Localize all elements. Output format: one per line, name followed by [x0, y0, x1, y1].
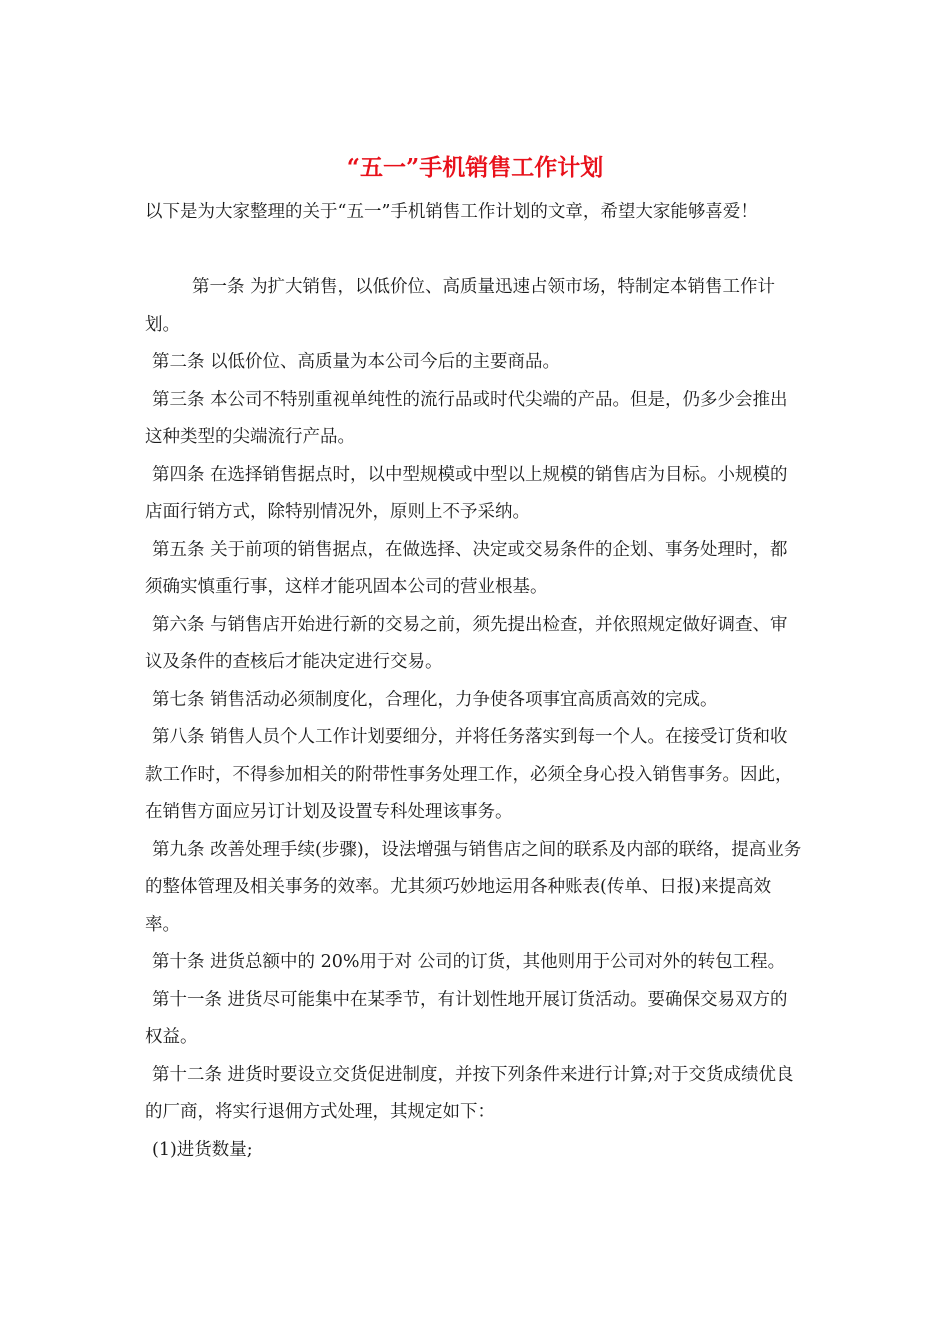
article-3: 第三条 本公司不特别重视单纯性的流行品或时代尖端的产品。但是，仍多少会推出这种类型的尖端流行产品。 — [145, 389, 788, 447]
article-10: 第十条 进货总额中的 20%用于对 公司的订货，其他则用于公司对外的转包工程。 — [152, 952, 786, 972]
article-4: 第四条 在选择销售据点时，以中型规模或中型以上规模的销售店为目标。小规模的店面行销方式，除特别情况外，原则上不予采纳。 — [145, 464, 788, 522]
blank-line — [145, 232, 805, 270]
article-2: 第二条 以低价位、高质量为本公司今后的主要商品。 — [152, 352, 561, 372]
article-11: 第十一条 进货尽可能集中在某季节，有计划性地开展订货活动。要确保交易双方的权益。 — [145, 989, 788, 1047]
intro-paragraph: 以下是为大家整理的关于“五一”手机销售工作计划的文章，希望大家能够喜爱！ — [145, 202, 758, 222]
document-title: “五一”手机销售工作计划 — [346, 154, 604, 181]
article-5: 第五条 关于前项的销售据点，在做选择、决定或交易条件的企划、事务处理时，都须确实慎重行事，这样才能巩固本公司的营业根基。 — [145, 539, 788, 597]
article-1: 第一条 为扩大销售，以低价位、高质量迅速占领市场，特制定本销售工作计划。 — [145, 277, 776, 335]
list-item-1: (1)进货数量; — [152, 1139, 253, 1160]
article-6: 第六条 与销售店开始进行新的交易之前，须先提出检查，并依照规定做好调查、审议及条件的查核后才能决定进行交易。 — [145, 614, 788, 672]
article-9: 第九条 改善处理手续(步骤)，设法增强与销售店之间的联系及内部的联络，提高业务的整体管理及相关事务的效率。尤其须巧妙地运用各种账表(传单、日报)来提高效率。 — [145, 839, 802, 935]
article-8: 第八条 销售人员个人工作计划要细分，并将任务落实到每一个人。在接受订货和收款工作时，不得参加相关的附带性事务处理工作，必须全身心投入销售事务。因此，在销售方面应另订计划及设置专科处理该事务。 — [145, 727, 793, 822]
article-12: 第十二条 进货时要设立交货促进制度，并按下列条件来进行计算;对于交货成绩优良的厂商，将实行退佣方式处理，其规定如下： — [145, 1064, 794, 1122]
document-body — [145, 194, 805, 1169]
article-7: 第七条 销售活动必须制度化，合理化，力争使各项事宜高质高效的完成。 — [152, 689, 718, 710]
